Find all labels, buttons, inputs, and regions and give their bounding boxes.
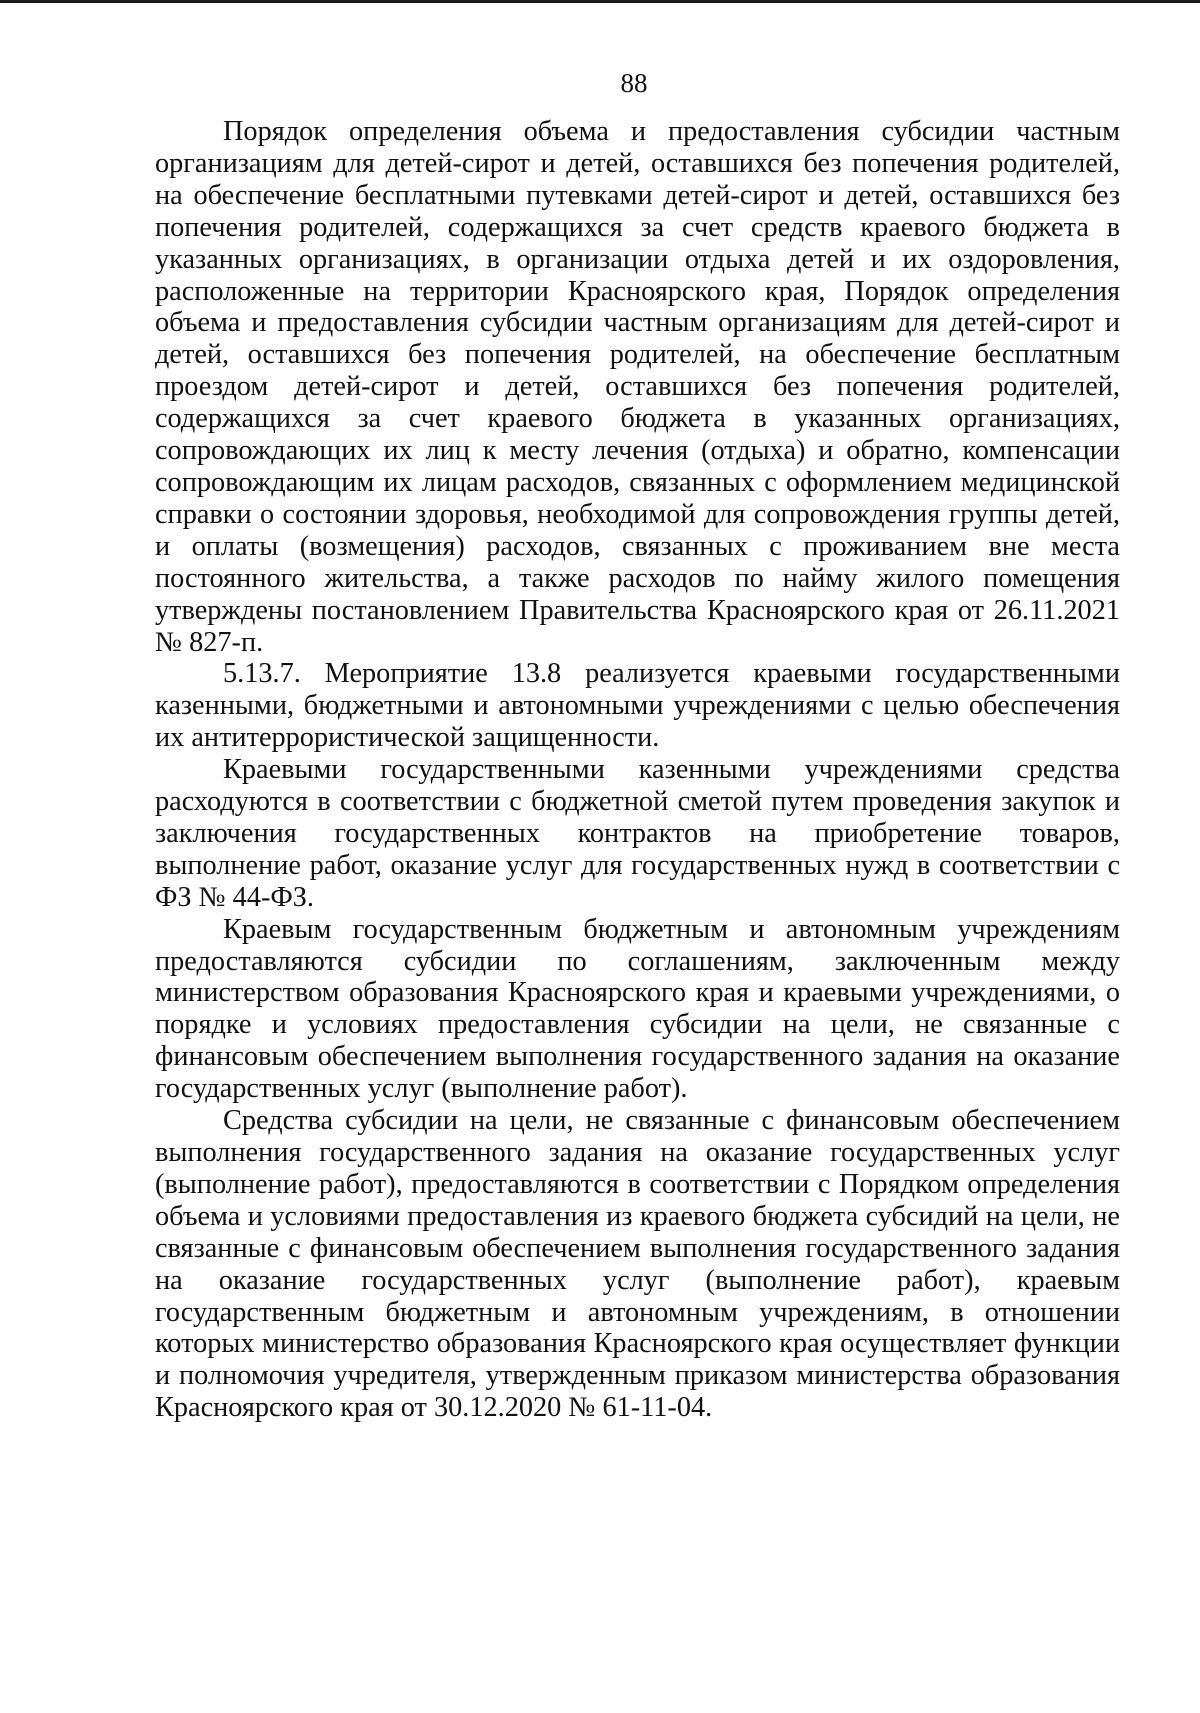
paragraph-state-institutions: Краевыми государственными казенными учреждениями средства расходуются в соответствии с бюджетной сметой путем проведения закупок и заключения государственных контрактов на приобретение товаров, выполнение работ, оказание услуг для государственных нужд в соответствии с ФЗ № 44-ФЗ. [155, 754, 1120, 913]
paragraph-measure-13-8: 5.13.7. Мероприятие 13.8 реализуется краевыми государственными казенными, бюджетными и автономными учреждениями с целью обеспечения их антитеррористической защищенности. [155, 658, 1120, 754]
paragraph-orders-approval: Порядок определения объема и предоставления субсидии частным организациям для детей-сирот и детей, оставшихся без попечения родителей, на обеспечение бесплатными путевками детей-сирот и детей, оставшихся без попечения родителей, содержащихся за счет средств краевого бюджета в указанных организациях, в организации отдыха детей и их оздоровления, расположенные на территории Красноярского края, Порядок определения объема и предоставления субсидии частным организациям для детей-сирот и детей, оставшихся без попечения родителей, на обеспечение бесплатным проездом детей-сирот и детей, оставшихся без попечения родителей, содержащихся за счет краевого бюджета в указанных организациях, сопровождающих их лиц к месту лечения (отдыха) и обратно, компенсации сопровождающим их лицам расходов, связанных с оформлением медицинской справки о состоянии здоровья, необходимой для сопровождения группы детей, и оплаты (возмещения) расходов, связанных с проживанием вне места постоянного жительства, а также расходов по найму жилого помещения утверждены постановлением Правительства Красноярского края от 26.11.2021 № 827-п. [155, 116, 1120, 658]
document-body [155, 116, 1120, 1424]
paragraph-subsidy-funds: Средства субсидии на цели, не связанные с финансовым обеспечением выполнения государственного задания на оказание государственных услуг (выполнение работ), предоставляются в соответствии с Порядком определения объема и условиями предоставления из краевого бюджета субсидий на цели, не связанные с финансовым обеспечением выполнения государственного задания на оказание государственных услуг (выполнение работ), краевым государственным бюджетным и автономным учреждениям, в отношении которых министерство образования Красноярского края осуществляет функции и полномочия учредителя, утвержденным приказом министерства образования Красноярского края от 30.12.2020 № 61-11-04. [155, 1105, 1120, 1424]
page-number: 88 [620, 68, 648, 98]
paragraph-budget-institutions: Краевым государственным бюджетным и автономным учреждениям предоставляются субсидии по соглашениям, заключенным между министерством образования Красноярского края и краевыми учреждениями, о порядке и условиях предоставления субсидии на цели, не связанные с финансовым обеспечением выполнения государственного задания на оказание государственных услуг (выполнение работ). [155, 913, 1120, 1105]
scan-edge-line [0, 0, 1200, 3]
